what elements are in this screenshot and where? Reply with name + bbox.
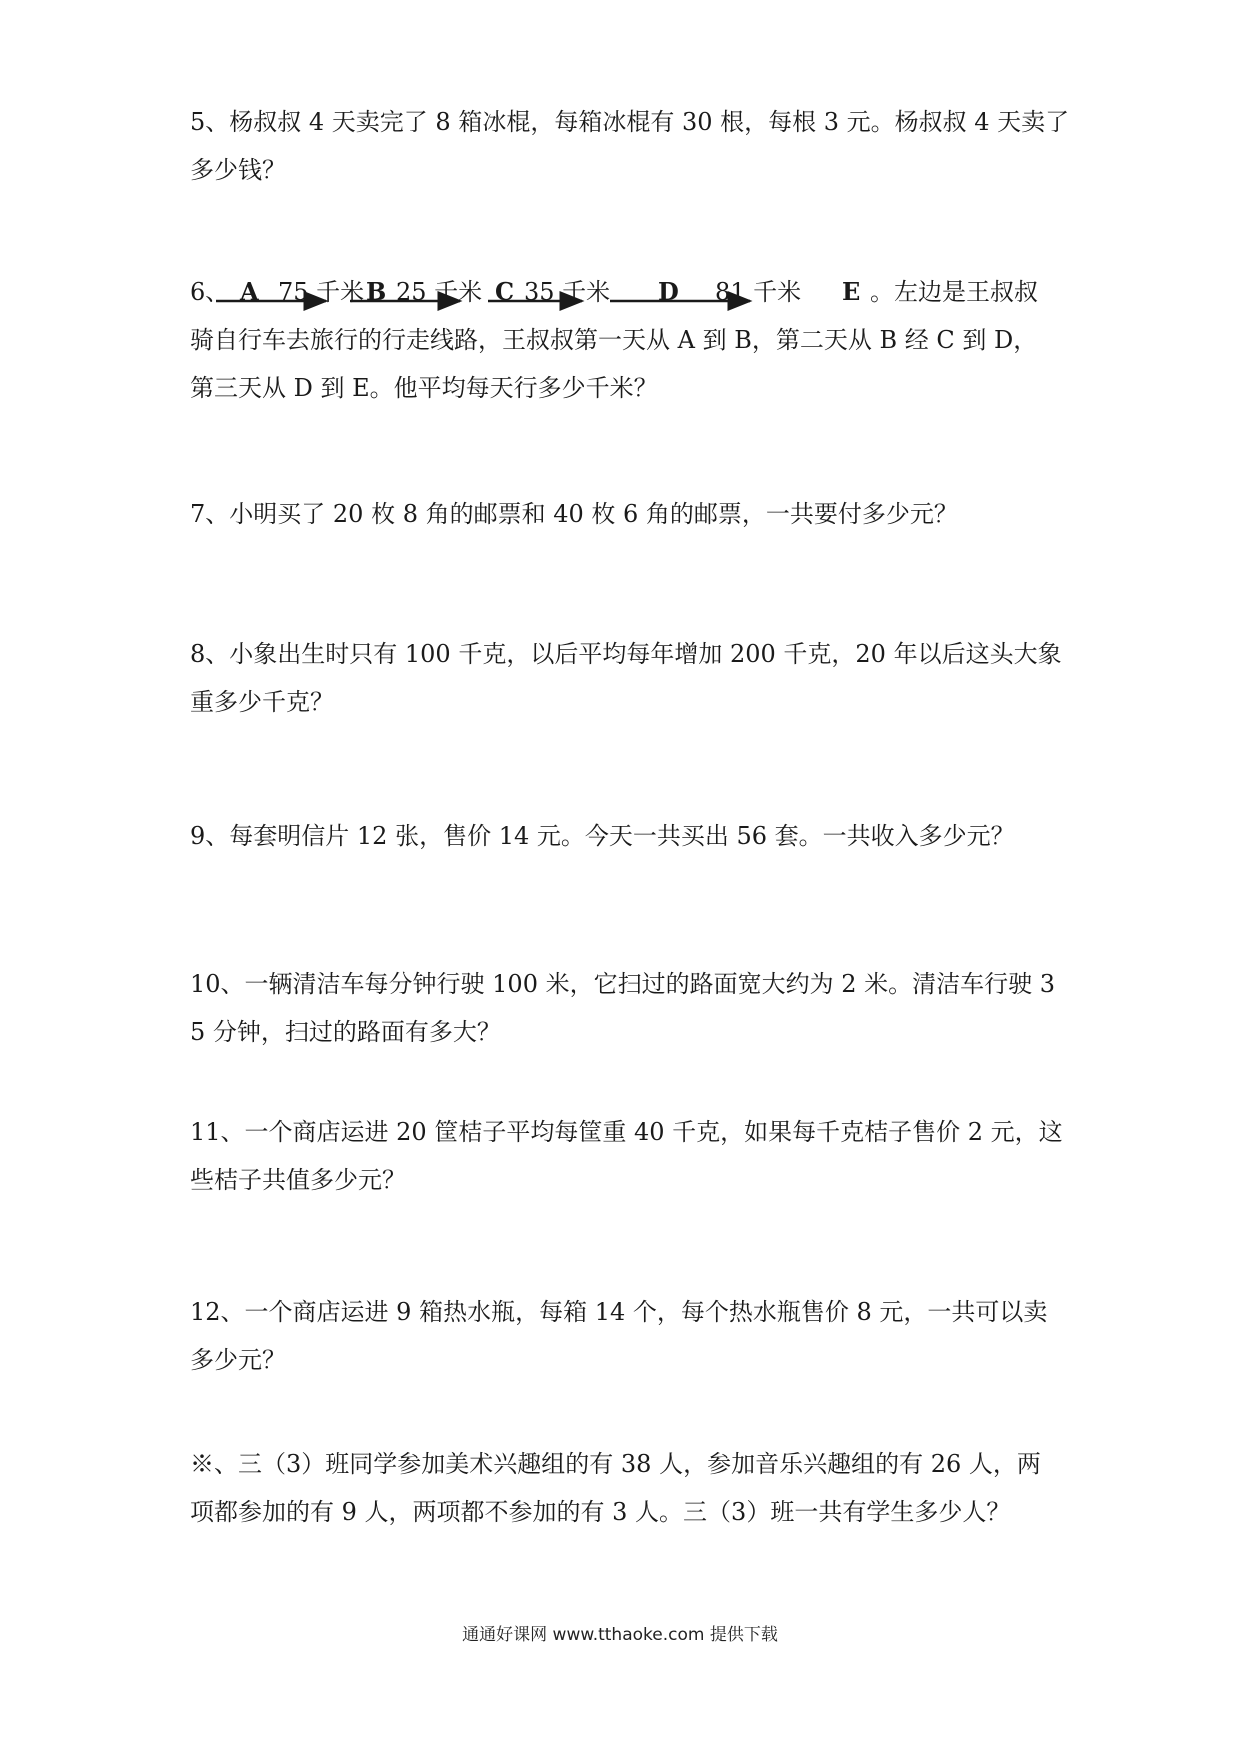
route-point-e: E [842, 277, 861, 306]
question-10-line-1: 10、一辆清洁车每分钟行驶 100 米，它扫过的路面宽大约为 2 米。清洁车行驶 3 [190, 970, 1056, 998]
question-5 [190, 98, 1070, 194]
question-6-number: 6、 [190, 278, 230, 306]
route-distance-bc: 25 千米 [396, 278, 483, 306]
question-6-line-2: 骑自行车去旅行的行走线路，王叔叔第一天从 A 到 B，第二天从 B 经 C 到 D， [190, 326, 1038, 354]
route-distance-cd: 35 千米 [524, 278, 611, 306]
question-7-line-1: 7、小明买了 20 枚 8 角的邮票和 40 枚 6 角的邮票，一共要付多少元？ [190, 500, 958, 528]
bonus-question-line-1: ※、三（3）班同学参加美术兴趣组的有 38 人，参加音乐兴趣组的有 26 人，两 [190, 1450, 1041, 1478]
question-5-line-2: 多少钱？ [190, 156, 286, 184]
question-11-line-1: 11、一个商店运进 20 筐桔子平均每筐重 40 千克，如果每千克桔子售价 2 元，这 [190, 1118, 1063, 1146]
question-9-line-1: 9、每套明信片 12 张，售价 14 元。今天一共买出 56 套。一共收入多少元？ [190, 822, 1015, 850]
bonus-question-line-2: 项都参加的有 9 人，两项都不参加的有 3 人。三（3）班一共有学生多少人？ [190, 1498, 1011, 1526]
question-5-line-1: 5、杨叔叔 4 天卖完了 8 箱冰棍，每箱冰棍有 30 根，每根 3 元。杨叔叔 4 天卖了 [190, 108, 1070, 136]
question-8 [190, 630, 1070, 726]
question-7 [190, 490, 1070, 538]
page-footer: 通通好课网 www.tthaoke.com 提供下载 [462, 1625, 778, 1645]
question-12-line-1: 12、一个商店运进 9 箱热水瓶，每箱 14 个，每个热水瓶售价 8 元，一共可以卖 [190, 1298, 1048, 1326]
question-11-line-2: 些桔子共值多少元？ [190, 1166, 406, 1194]
question-6-route-diagram [190, 268, 1070, 316]
question-8-line-1: 8、小象出生时只有 100 千克，以后平均每年增加 200 千克，20 年以后这头大象 [190, 640, 1062, 668]
bonus-question [190, 1440, 1070, 1536]
route-point-a: A [240, 277, 259, 306]
question-11 [190, 1108, 1070, 1204]
question-9 [190, 812, 1070, 860]
question-6-body [190, 316, 1070, 412]
question-6-line-3: 第三天从 D 到 E。他平均每天行多少千米？ [190, 374, 658, 402]
question-10 [190, 960, 1070, 1056]
route-point-b: B [366, 277, 387, 306]
question-12 [190, 1288, 1070, 1384]
route-distance-ab: 75 千米 [278, 278, 365, 306]
question-8-line-2: 重多少千克？ [190, 688, 334, 716]
question-6-line-1-tail: 。左边是王叔叔 [870, 278, 1038, 306]
question-12-line-2: 多少元？ [190, 1346, 286, 1374]
question-10-line-2: 5 分钟，扫过的路面有多大？ [190, 1018, 501, 1046]
route-point-d: D [658, 277, 679, 306]
route-distance-de: 81 千米 [715, 278, 802, 306]
route-point-c: C [495, 277, 515, 306]
